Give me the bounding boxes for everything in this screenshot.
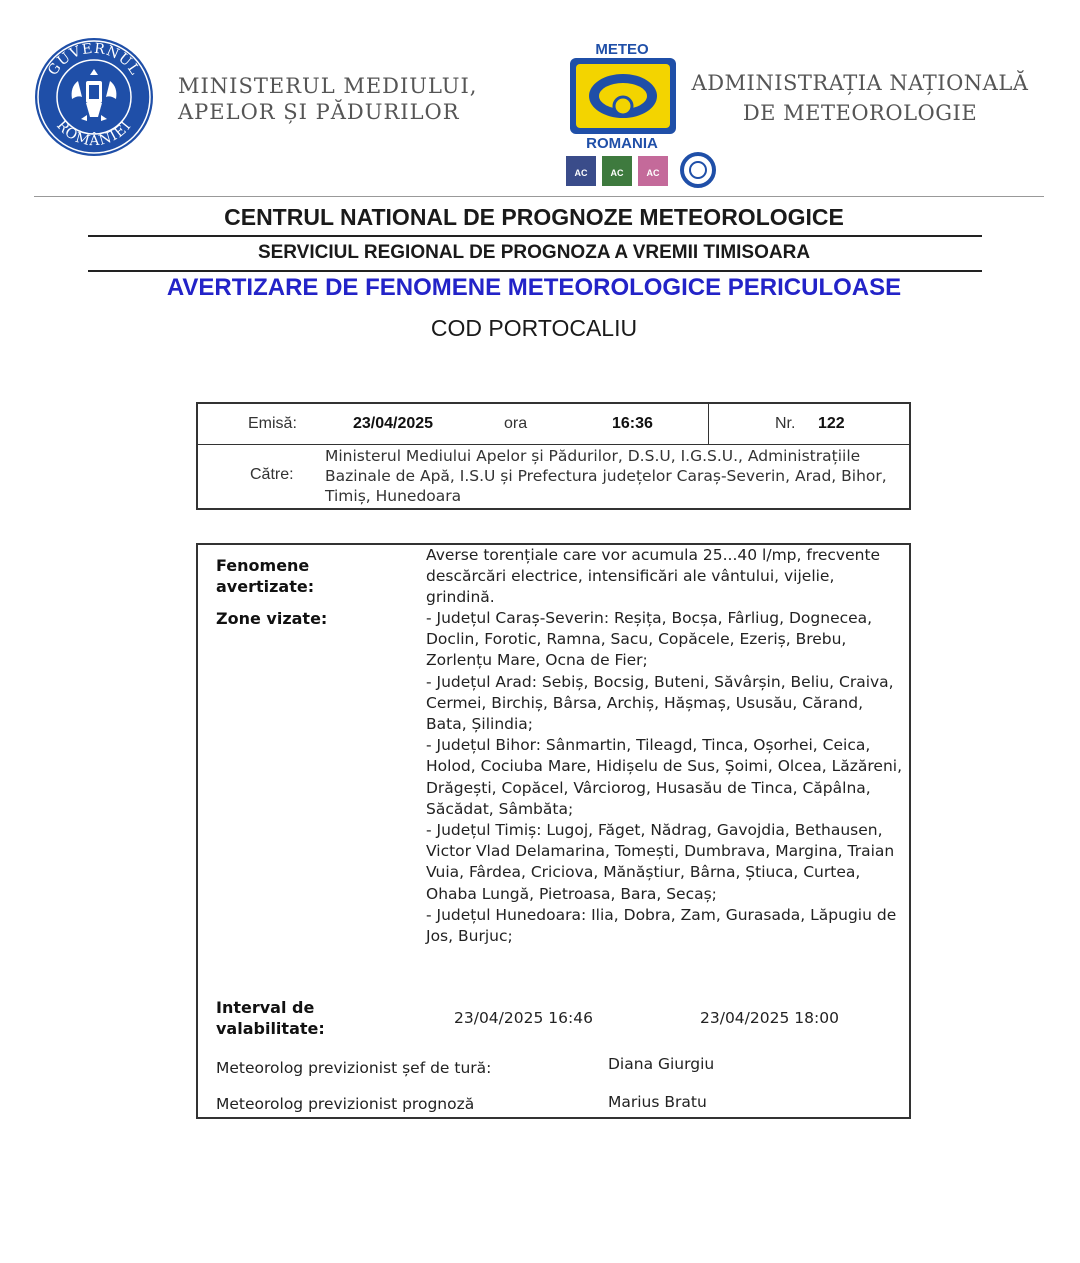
interval-start: 23/04/2025 16:46 bbox=[454, 1009, 593, 1027]
svg-text:AC: AC bbox=[574, 168, 588, 178]
title-rule-2 bbox=[88, 270, 982, 272]
ora-label: ora bbox=[504, 415, 528, 432]
interval-end: 23/04/2025 18:00 bbox=[700, 1009, 839, 1027]
agency-line-2: DE METEOROLOGIE bbox=[742, 101, 978, 125]
chief-forecaster-label: Meteorolog previzionist șef de tură: bbox=[216, 1059, 492, 1077]
svg-text:AC: AC bbox=[610, 168, 624, 178]
forecaster-name: Marius Bratu bbox=[608, 1093, 707, 1111]
zone-text: - Județul Caraș-Severin: Reșița, Bocșa, Fârliug, Dognecea, Doclin, Forotic, Ramna, Sacu, Copăcele, Ezeriș, Brebu, Zorlențu Mare, Ocna de Fier; - Județul Arad: Sebiș, Bocsig, Buteni, Săvârșin, Beliu, Craiva, Cermei, Birchiș, Bârsa, Archiș, Hășmaș, Ususău, Cărand, Bata, Șilindia; - Județul Bihor: Sânmartin, Tileagd, Tinca, Oșorhei, Ceica, Holod, Cociuba Mare, Hidișelu de Sus, Șoimi, Olcea, Lăzăreni, Drăgești, Copăcel, Vârciorog, Husasău de Tinca, Căpâlna, Săcădat, Sâmbăta; - Județul Timiș: Lugoj, Făget, Nădrag, Gavojdia, Bethausen, Victor Vlad Delamarina, Tomești, Dumbrava, Margina, Traian Vuia, Fârdea, Criciova, Mănăștiur, Bârna, Știuca, Curtea, Ohaba Lungă, Pietroasa, Bara, Secaș; - Județul Hunedoara: Ilia, Dobra, Zam, Gurasada, Lăpugiu de Jos, Burjuc; bbox=[426, 609, 903, 946]
ministry-name bbox=[178, 73, 477, 125]
agency-line-1: ADMINISTRAȚIA NAȚIONALĂ bbox=[691, 71, 1029, 95]
issue-time: 16:36 bbox=[612, 415, 653, 432]
chief-forecaster-name: Diana Giurgiu bbox=[608, 1055, 715, 1073]
ministry-line-1: MINISTERUL MEDIULUI, bbox=[178, 74, 478, 98]
certification-badge-icon bbox=[680, 152, 716, 188]
fenomene-text: Averse torențiale care vor acumula 25...40 l/mp, frecvente descărcări electrice, intensificări ale vântului, vijelie, grindină. bbox=[426, 546, 881, 607]
issue-info-box bbox=[196, 402, 911, 510]
government-seal-logo bbox=[34, 37, 154, 157]
title-rule-1 bbox=[88, 235, 982, 237]
svg-text:AC: AC bbox=[646, 168, 660, 178]
issue-date: 23/04/2025 bbox=[353, 415, 434, 432]
interval-label: Interval de valabilitate: bbox=[216, 998, 325, 1038]
svg-text:METEO: METEO bbox=[595, 41, 649, 58]
warning-code: COD PORTOCALIU bbox=[430, 315, 638, 341]
agency-name bbox=[690, 68, 1030, 128]
header-divider bbox=[34, 196, 1044, 197]
zone-label: Zone vizate: bbox=[216, 609, 328, 628]
issue-row-divider bbox=[198, 444, 909, 445]
fenomene-label: Fenomene avertizate: bbox=[216, 556, 315, 596]
warning-title: AVERTIZARE DE FENOMENE METEOROLOGICE PERICULOASE bbox=[166, 274, 902, 301]
svg-text:ROMÂNIEI: ROMÂNIEI bbox=[53, 117, 135, 150]
recipients-text: Ministerul Mediului Apelor și Pădurilor, D.S.U, I.G.S.U., Administrațiile Bazinale de Apă, I.S.U și Prefectura județelor Caraș-Severin, Arad, Bihor, Timiș, Hunedoara bbox=[325, 447, 887, 505]
emisa-label: Emisă: bbox=[248, 415, 297, 432]
catre-label: Către: bbox=[250, 466, 294, 483]
meteo-romania-logo bbox=[564, 38, 684, 190]
nr-label: Nr. bbox=[775, 415, 796, 432]
issue-column-divider bbox=[708, 404, 709, 444]
svg-text:GUVERNUL: GUVERNUL bbox=[45, 40, 144, 79]
service-title: SERVICIUL REGIONAL DE PROGNOZA A VREMII TIMISOARA bbox=[257, 242, 811, 263]
issue-number: 122 bbox=[818, 415, 845, 432]
warning-details-box bbox=[196, 543, 911, 1119]
forecaster-label: Meteorolog previzionist prognoză bbox=[216, 1095, 475, 1113]
center-title: CENTRUL NATIONAL DE PROGNOZE METEOROLOGICE bbox=[224, 204, 844, 230]
ministry-line-2: APELOR ȘI PĂDURILOR bbox=[178, 100, 460, 124]
svg-text:ROMANIA: ROMANIA bbox=[586, 135, 658, 152]
